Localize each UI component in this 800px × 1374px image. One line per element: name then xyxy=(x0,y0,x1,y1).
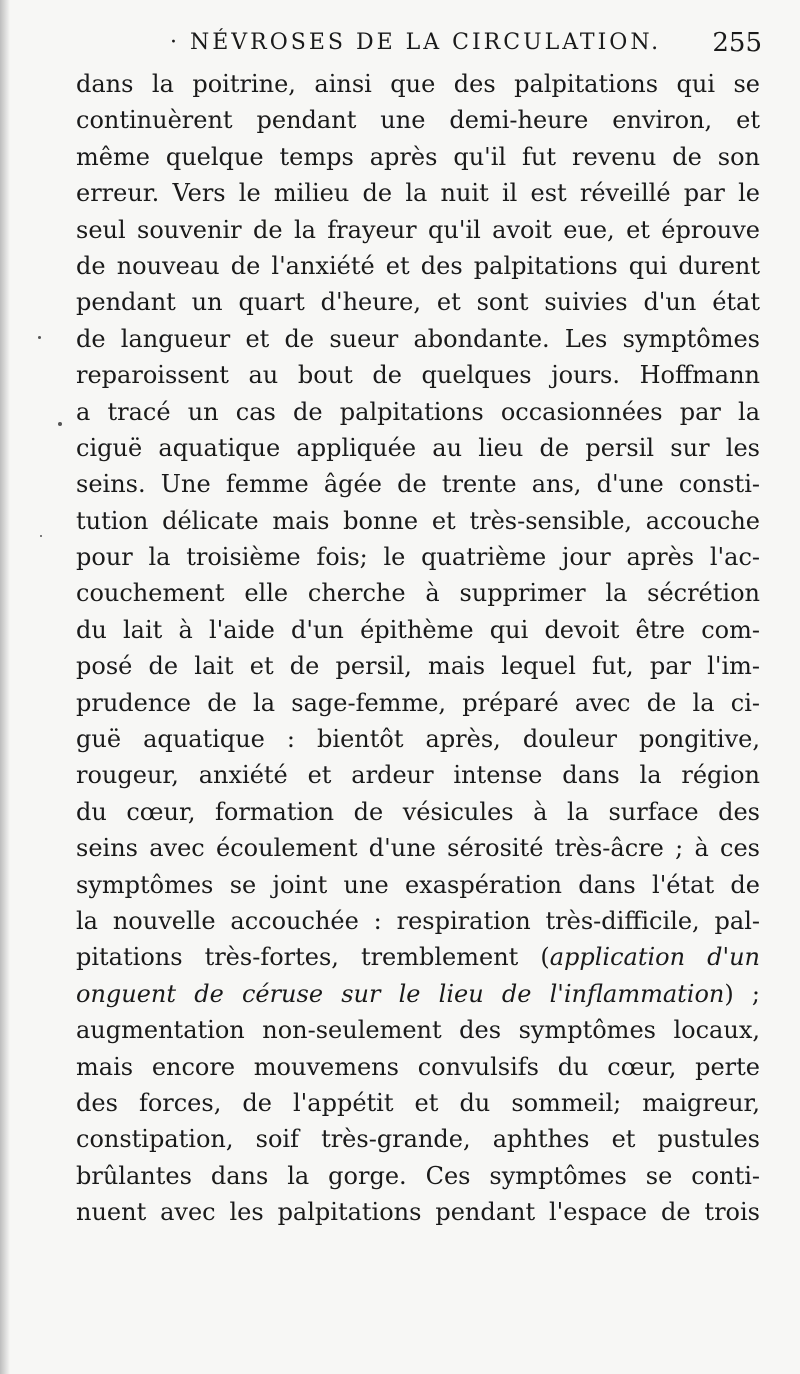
text-line: seins. Une femme âgée de trente ans, d'une consti- xyxy=(76,470,760,499)
text-line-mixed xyxy=(76,939,760,975)
italic-text: onguent de céruse sur le lieu de l'inflammation xyxy=(76,979,725,1008)
text-line-mixed xyxy=(76,976,760,1012)
text-line: guë aquatique : bientôt après, douleur pongitive, xyxy=(76,725,760,754)
text-line: augmentation non-seulement des symptômes locaux, xyxy=(76,1016,760,1045)
ink-speck xyxy=(40,535,42,537)
ink-speck xyxy=(58,422,62,426)
italic-text: application d'un xyxy=(549,943,760,972)
text-line: mais encore mouvemens convulsifs du cœur, perte xyxy=(76,1052,760,1081)
text-line: du lait à l'aide d'un épithème qui devoit être com- xyxy=(76,615,760,644)
text-line: pendant un quart d'heure, et sont suivies d'un état xyxy=(76,288,760,317)
line-text: pitations très-fortes, tremblement ( xyxy=(76,943,550,972)
running-head: · NÉVROSES DE LA CIRCULATION. xyxy=(170,30,662,55)
text-line: continuèrent pendant une demi-heure environ, et xyxy=(76,106,760,135)
text-line: du cœur, formation de vésicules à la surface des xyxy=(76,797,760,826)
text-line: reparoissent au bout de quelques jours. Hoffmann xyxy=(76,361,760,390)
text-line: seins avec écoulement d'une sérosité très-âcre ; à ces xyxy=(76,834,760,863)
text-line: ciguë aquatique appliquée au lieu de persil sur les xyxy=(76,433,760,462)
text-line: rougeur, anxiété et ardeur intense dans la région xyxy=(76,761,760,790)
text-line: la nouvelle accouchée : respiration très-difficile, pal- xyxy=(76,906,760,935)
binding-shadow xyxy=(0,0,10,1374)
ink-speck xyxy=(38,336,41,339)
text-line: nuent avec les palpitations pendant l'espace de trois xyxy=(76,1198,760,1227)
text-line: posé de lait et de persil, mais lequel fut, par l'im- xyxy=(76,652,760,681)
page-number: 255 xyxy=(712,28,762,58)
line-text: ) ; xyxy=(724,979,760,1008)
text-line: pour la troisième fois; le quatrième jour après l'ac- xyxy=(76,543,760,572)
text-line: de langueur et de sueur abondante. Les symptômes xyxy=(76,324,760,353)
text-line: brûlantes dans la gorge. Ces symptômes se conti- xyxy=(76,1161,760,1190)
text-line: de nouveau de l'anxiété et des palpitations qui durent xyxy=(76,251,760,280)
text-line: tution délicate mais bonne et très-sensible, accouche xyxy=(76,506,760,535)
text-line: seul souvenir de la frayeur qu'il avoit eue, et éprouve xyxy=(76,215,760,244)
text-line: prudence de la sage-femme, préparé avec de la ci- xyxy=(76,688,760,717)
text-line: dans la poitrine, ainsi que des palpitations qui se xyxy=(76,70,760,98)
text-line: couchement elle cherche à supprimer la sécrétion xyxy=(76,579,760,608)
text-line: a tracé un cas de palpitations occasionnées par la xyxy=(76,397,760,426)
text-line: erreur. Vers le milieu de la nuit il est réveillé par le xyxy=(76,179,760,208)
text-line: même quelque temps après qu'il fut revenu de son xyxy=(76,142,760,171)
text-line: symptômes se joint une exaspération dans l'état de xyxy=(76,870,760,899)
text-line: constipation, soif très-grande, aphthes et pustules xyxy=(76,1125,760,1154)
page-header xyxy=(150,28,762,62)
body-text xyxy=(76,66,760,1231)
text-line: des forces, de l'appétit et du sommeil; maigreur, xyxy=(76,1088,760,1117)
